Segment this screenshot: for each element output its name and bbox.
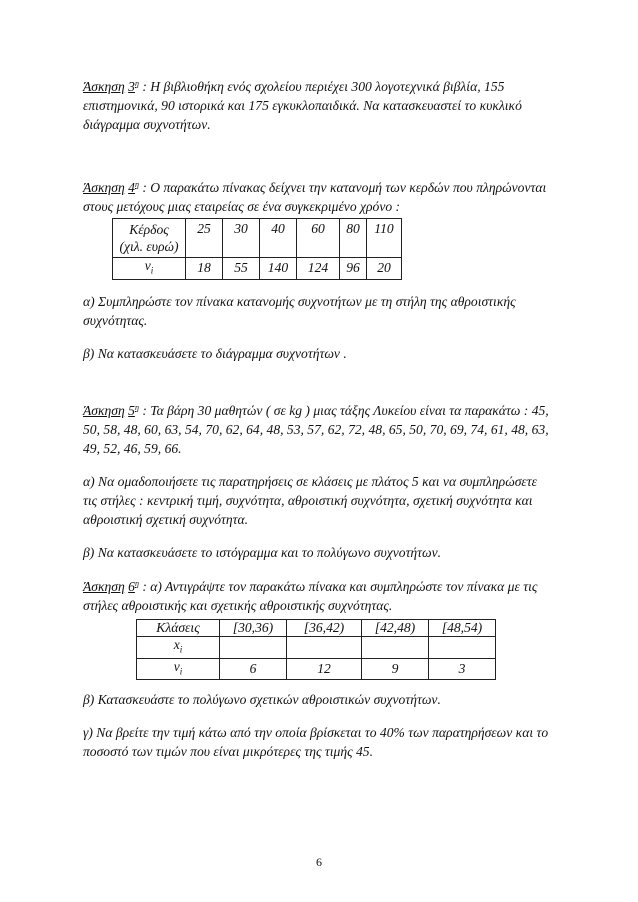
table-cell: [48,54) bbox=[429, 620, 496, 637]
question-c: γ) Να βρείτε την τιμή κάτω από την οποία βρίσκεται το 40% των παρατηρήσεων και το ποσοστό των τιμών που είναι μικρότερες της τιμής 45. bbox=[83, 725, 549, 759]
exercise-3 bbox=[83, 77, 553, 134]
freq-subscript: i bbox=[150, 265, 154, 276]
table-cell: 55 bbox=[223, 258, 260, 280]
table-cell: 124 bbox=[297, 258, 340, 280]
exercise-5 bbox=[83, 401, 553, 562]
exercise-6-statement bbox=[83, 577, 553, 615]
freq-symbol: ν bbox=[173, 658, 180, 674]
table-cell: 3 bbox=[429, 658, 496, 680]
question-a: α) Να ομαδοποιήσετε τις παρατηρήσεις σε κλάσεις με πλάτος 5 και να συμπληρώσετε τις στήλες : κεντρική τιμή, συχνότητα, αθροιστική συχνότητα, σχετική συχνότητα και αθροιστική σχετική συχνότητα. bbox=[83, 474, 537, 527]
table-cell: 110 bbox=[367, 219, 402, 258]
table-row bbox=[113, 219, 402, 258]
exercise-number: 4 bbox=[128, 180, 135, 195]
exercise-text: : Τα βάρη 30 μαθητών ( σε kg ) μιας τάξης Λυκείου είναι τα παρακάτω : 45, 50, 58, 48, 60, 63, 54, 70, 62, 64, 48, 53, 57, 62, 72, 48, 65, 50, 70, 69, 74, 61, 48, 63, 49, 52, 46, 59, 66. bbox=[83, 403, 549, 456]
exercise-4 bbox=[83, 178, 553, 216]
exercise-label: Άσκηση bbox=[83, 579, 125, 594]
exercise-4-questions bbox=[83, 292, 553, 363]
table-row bbox=[137, 658, 496, 680]
question-b: β) Κατασκευάστε το πολύγωνο σχετικών αθροιστικών συχνοτήτων. bbox=[83, 692, 441, 707]
table-cell bbox=[362, 637, 429, 659]
x-subscript: i bbox=[179, 644, 183, 655]
exercise-text: : α) Αντιγράψτε τον παρακάτω πίνακα και συμπληρώστε τον πίνακα με τις στήλες αθροιστικής και σχετικής αθροιστικής συχνότητας. bbox=[83, 579, 538, 613]
ordinal-suffix: η bbox=[134, 403, 139, 412]
table-header-cell bbox=[137, 658, 220, 680]
table-cell: [36,42) bbox=[287, 620, 362, 637]
table-cell: 40 bbox=[260, 219, 297, 258]
exercise-label: Άσκηση bbox=[83, 403, 125, 418]
class-frequency-table bbox=[136, 619, 496, 680]
table-cell bbox=[287, 637, 362, 659]
table-header-cell bbox=[113, 258, 186, 280]
table-header-cell bbox=[137, 637, 220, 659]
table-header-cell: Κλάσεις bbox=[137, 620, 220, 637]
exercise-label: Άσκηση bbox=[83, 79, 125, 94]
table-cell: 12 bbox=[287, 658, 362, 680]
exercise-5-statement bbox=[83, 401, 553, 458]
question-b: β) Να κατασκευάσετε το διάγραμμα συχνοτήτων . bbox=[83, 346, 347, 361]
exercise-number: 3 bbox=[128, 79, 135, 94]
exercise-4-statement bbox=[83, 178, 553, 216]
exercise-6 bbox=[83, 577, 553, 615]
ordinal-suffix: η bbox=[134, 79, 139, 88]
exercise-text: : Ο παρακάτω πίνακας δείχνει την κατανομή των κερδών που πληρώνονται στους μετόχους μιας εταιρείας σε ένα συγκεκριμένο χρόνο : bbox=[83, 180, 547, 214]
table-cell: 60 bbox=[297, 219, 340, 258]
exercise-number: 6 bbox=[128, 579, 135, 594]
profit-frequency-table bbox=[112, 218, 402, 280]
table-cell: 96 bbox=[340, 258, 367, 280]
table-cell: 140 bbox=[260, 258, 297, 280]
table-cell: 20 bbox=[367, 258, 402, 280]
table-cell: [42,48) bbox=[362, 620, 429, 637]
table-cell: 6 bbox=[220, 658, 287, 680]
question-a: α) Συμπληρώστε τον πίνακα κατανομής συχνοτήτων με τη στήλη της αθροιστικής συχνότητας. bbox=[83, 294, 516, 328]
exercise-3-statement bbox=[83, 77, 553, 134]
table-cell bbox=[220, 637, 287, 659]
header-line: (χιλ. ευρώ) bbox=[119, 239, 179, 254]
table-cell: 30 bbox=[223, 219, 260, 258]
table-row bbox=[137, 637, 496, 659]
question-b: β) Να κατασκευάσετε το ιστόγραμμα και το πολύγωνο συχνοτήτων. bbox=[83, 545, 442, 560]
exercise-label: Άσκηση bbox=[83, 180, 125, 195]
table-row bbox=[137, 620, 496, 637]
table-header-cell bbox=[113, 219, 186, 258]
header-line: Κέρδος bbox=[129, 222, 169, 237]
table-row bbox=[113, 258, 402, 280]
ordinal-suffix: η bbox=[134, 579, 139, 588]
freq-symbol: ν bbox=[144, 258, 151, 273]
freq-subscript: i bbox=[179, 666, 183, 677]
table-cell: 9 bbox=[362, 658, 429, 680]
x-symbol: x bbox=[173, 637, 180, 652]
ordinal-suffix: η bbox=[134, 180, 139, 189]
table-cell: 80 bbox=[340, 219, 367, 258]
page-number: 6 bbox=[316, 855, 322, 869]
table-cell: 25 bbox=[186, 219, 223, 258]
exercise-number: 5 bbox=[128, 403, 135, 418]
exercise-6-questions bbox=[83, 690, 553, 761]
table-cell bbox=[429, 637, 496, 659]
table-cell: [30,36) bbox=[220, 620, 287, 637]
table-cell: 18 bbox=[186, 258, 223, 280]
exercise-text: : Η βιβλιοθήκη ενός σχολείου περιέχει 300 λογοτεχνικά βιβλία, 155 επιστημονικά, 90 ιστορικά και 175 εγκυκλοπαιδικά. Να κατασκευαστεί το κυκλικό διάγραμμα συχνοτήτων. bbox=[83, 79, 522, 132]
